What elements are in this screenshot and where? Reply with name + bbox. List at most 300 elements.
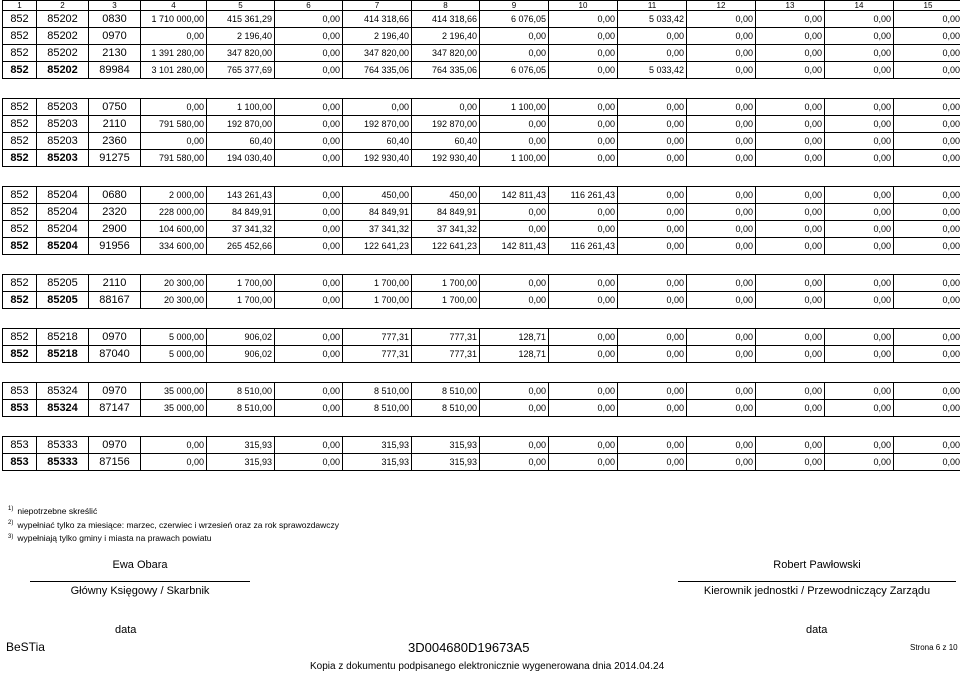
cell-value: 0,00	[825, 11, 894, 28]
date-label-left: data	[115, 624, 137, 636]
cell-dzial: 852	[3, 150, 37, 167]
footnote-mark: 1)	[8, 506, 14, 512]
cell-value: 0,00	[687, 187, 756, 204]
cell-dzial: 852	[3, 45, 37, 62]
cell-value: 315,93	[343, 454, 412, 471]
separator-cell	[3, 417, 960, 437]
cell-value: 0,00	[549, 28, 618, 45]
signer-name-left: Ewa Obara	[112, 559, 168, 571]
cell-value: 414 318,66	[412, 11, 480, 28]
cell-value: 0,00	[756, 437, 825, 454]
cell-value: 0,00	[549, 400, 618, 417]
cell-value: 0,00	[825, 238, 894, 255]
group-separator	[3, 363, 960, 383]
cell-paragraf: 0970	[89, 383, 141, 400]
cell-value: 8 510,00	[412, 383, 480, 400]
cell-value: 35 000,00	[141, 383, 207, 400]
cell-value: 791 580,00	[141, 150, 207, 167]
cell-dzial: 853	[3, 454, 37, 471]
cell-value: 194 030,40	[207, 150, 275, 167]
cell-value: 8 510,00	[343, 383, 412, 400]
cell-value: 0,00	[687, 11, 756, 28]
cell-value: 60,40	[207, 133, 275, 150]
cell-value: 37 341,32	[412, 221, 480, 238]
cell-value: 60,40	[412, 133, 480, 150]
cell-value: 0,00	[687, 204, 756, 221]
cell-value: 0,00	[275, 11, 343, 28]
cell-value: 0,00	[275, 383, 343, 400]
cell-value: 765 377,69	[207, 62, 275, 79]
cell-value: 0,00	[756, 116, 825, 133]
cell-value: 764 335,06	[412, 62, 480, 79]
cell-value: 0,00	[549, 62, 618, 79]
cell-value: 0,00	[549, 133, 618, 150]
footer-page-number: Strona 6 z 10	[910, 643, 958, 652]
cell-value: 0,00	[825, 275, 894, 292]
cell-value: 0,00	[687, 45, 756, 62]
cell-value: 5 033,42	[618, 11, 687, 28]
cell-paragraf: 0830	[89, 11, 141, 28]
table-row	[3, 99, 960, 116]
cell-value: 0,00	[894, 383, 960, 400]
cell-rozdzial: 85203	[37, 99, 89, 116]
cell-value: 1 700,00	[207, 275, 275, 292]
column-number: 9	[480, 1, 549, 11]
cell-value: 0,00	[275, 28, 343, 45]
cell-value: 0,00	[894, 116, 960, 133]
cell-value: 0,00	[549, 221, 618, 238]
cell-value: 1 391 280,00	[141, 45, 207, 62]
cell-value: 0,00	[825, 400, 894, 417]
footnote-mark: 3)	[8, 533, 14, 540]
cell-value: 2 000,00	[141, 187, 207, 204]
cell-value: 315,93	[412, 454, 480, 471]
cell-value: 0,00	[618, 150, 687, 167]
cell-dzial: 852	[3, 116, 37, 133]
cell-value: 0,00	[618, 437, 687, 454]
footnote	[8, 503, 339, 517]
signer-role-left: Główny Księgowy / Skarbnik	[30, 581, 250, 597]
cell-value: 192 930,40	[412, 150, 480, 167]
separator-cell	[3, 79, 960, 99]
cell-value: 0,00	[618, 275, 687, 292]
cell-value: 60,40	[343, 133, 412, 150]
cell-value: 1 700,00	[412, 292, 480, 309]
cell-value: 0,00	[687, 221, 756, 238]
cell-value: 192 930,40	[343, 150, 412, 167]
cell-value: 0,00	[825, 204, 894, 221]
cell-value: 0,00	[894, 437, 960, 454]
cell-value: 0,00	[480, 437, 549, 454]
cell-dzial: 852	[3, 99, 37, 116]
cell-value: 347 820,00	[412, 45, 480, 62]
cell-value: 0,00	[480, 204, 549, 221]
cell-paragraf: 87040	[89, 346, 141, 363]
column-number: 15	[894, 1, 960, 11]
cell-value: 0,00	[275, 346, 343, 363]
table-row	[3, 11, 960, 28]
table-row	[3, 275, 960, 292]
cell-value: 0,00	[618, 204, 687, 221]
cell-paragraf: 87147	[89, 400, 141, 417]
cell-dzial: 852	[3, 11, 37, 28]
cell-value: 334 600,00	[141, 238, 207, 255]
cell-value: 0,00	[756, 400, 825, 417]
cell-value: 0,00	[756, 292, 825, 309]
date-label-right: data	[806, 624, 828, 636]
cell-value: 5 000,00	[141, 346, 207, 363]
table-total-row	[3, 454, 960, 471]
cell-value: 0,00	[894, 187, 960, 204]
cell-value: 8 510,00	[207, 383, 275, 400]
cell-rozdzial: 85204	[37, 187, 89, 204]
cell-value: 0,00	[687, 437, 756, 454]
cell-value: 2 196,40	[412, 28, 480, 45]
footnote-text: wypełniają tylko gminy i miasta na prawach powiatu	[17, 533, 212, 544]
cell-value: 0,00	[687, 133, 756, 150]
cell-value: 315,93	[207, 437, 275, 454]
column-number: 11	[618, 1, 687, 11]
cell-value: 0,00	[480, 400, 549, 417]
footer-copy-note: Kopia z dokumentu podpisanego elektronicznie wygenerowana dnia 2014.04.24	[310, 661, 665, 672]
cell-value: 0,00	[549, 346, 618, 363]
cell-value: 0,00	[618, 45, 687, 62]
cell-dzial: 852	[3, 275, 37, 292]
cell-value: 0,00	[687, 28, 756, 45]
cell-value: 0,00	[275, 454, 343, 471]
cell-value: 192 870,00	[412, 116, 480, 133]
cell-dzial: 853	[3, 383, 37, 400]
cell-value: 0,00	[480, 28, 549, 45]
cell-value: 0,00	[756, 204, 825, 221]
footnote-text: niepotrzebne skreślić	[17, 505, 98, 516]
cell-paragraf: 2360	[89, 133, 141, 150]
cell-value: 6 076,05	[480, 11, 549, 28]
cell-value: 0,00	[549, 437, 618, 454]
cell-value: 3 101 280,00	[141, 62, 207, 79]
cell-rozdzial: 85202	[37, 28, 89, 45]
cell-rozdzial: 85202	[37, 62, 89, 79]
cell-value: 0,00	[141, 454, 207, 471]
cell-value: 0,00	[894, 346, 960, 363]
cell-value: 0,00	[894, 99, 960, 116]
column-number: 10	[549, 1, 618, 11]
signature-left	[30, 559, 250, 597]
cell-value: 0,00	[894, 400, 960, 417]
cell-value: 0,00	[687, 99, 756, 116]
table-row	[3, 204, 960, 221]
column-number: 13	[756, 1, 825, 11]
footnote	[8, 517, 339, 531]
cell-value: 5 033,42	[618, 62, 687, 79]
cell-paragraf: 87156	[89, 454, 141, 471]
cell-value: 0,00	[894, 11, 960, 28]
cell-rozdzial: 85203	[37, 133, 89, 150]
cell-value: 0,00	[549, 275, 618, 292]
table-total-row	[3, 62, 960, 79]
cell-value: 0,00	[549, 99, 618, 116]
column-number: 14	[825, 1, 894, 11]
cell-value: 0,00	[825, 116, 894, 133]
cell-value: 0,00	[480, 116, 549, 133]
column-number: 4	[141, 1, 207, 11]
group-separator	[3, 79, 960, 99]
cell-value: 315,93	[207, 454, 275, 471]
cell-value: 0,00	[756, 45, 825, 62]
cell-value: 0,00	[480, 454, 549, 471]
cell-value: 0,00	[618, 187, 687, 204]
cell-value: 2 196,40	[207, 28, 275, 45]
cell-rozdzial: 85333	[37, 437, 89, 454]
separator-cell	[3, 167, 960, 187]
cell-value: 8 510,00	[343, 400, 412, 417]
group-separator	[3, 167, 960, 187]
cell-value: 84 849,91	[343, 204, 412, 221]
cell-value: 20 300,00	[141, 292, 207, 309]
cell-value: 0,00	[687, 238, 756, 255]
cell-value: 315,93	[343, 437, 412, 454]
cell-value: 764 335,06	[343, 62, 412, 79]
column-number: 6	[275, 1, 343, 11]
cell-value: 0,00	[894, 238, 960, 255]
cell-value: 0,00	[687, 346, 756, 363]
cell-paragraf: 91275	[89, 150, 141, 167]
cell-value: 415 361,29	[207, 11, 275, 28]
cell-value: 265 452,66	[207, 238, 275, 255]
cell-value: 0,00	[141, 99, 207, 116]
cell-value: 0,00	[618, 454, 687, 471]
cell-value: 0,00	[618, 292, 687, 309]
cell-value: 192 870,00	[343, 116, 412, 133]
cell-rozdzial: 85218	[37, 346, 89, 363]
cell-dzial: 852	[3, 329, 37, 346]
cell-value: 0,00	[894, 275, 960, 292]
cell-value: 122 641,23	[343, 238, 412, 255]
cell-value: 0,00	[480, 221, 549, 238]
cell-value: 0,00	[825, 150, 894, 167]
cell-value: 0,00	[825, 99, 894, 116]
cell-value: 84 849,91	[412, 204, 480, 221]
group-separator	[3, 417, 960, 437]
cell-value: 0,00	[756, 133, 825, 150]
cell-value: 0,00	[894, 150, 960, 167]
cell-value: 347 820,00	[343, 45, 412, 62]
cell-value: 0,00	[275, 238, 343, 255]
report-table	[2, 0, 960, 471]
footnotes	[8, 503, 339, 544]
cell-value: 0,00	[756, 99, 825, 116]
cell-paragraf: 2130	[89, 45, 141, 62]
cell-value: 0,00	[275, 45, 343, 62]
cell-rozdzial: 85324	[37, 400, 89, 417]
cell-value: 0,00	[275, 116, 343, 133]
cell-dzial: 852	[3, 204, 37, 221]
table-row	[3, 221, 960, 238]
column-number: 2	[37, 1, 89, 11]
cell-rozdzial: 85204	[37, 238, 89, 255]
cell-value: 1 700,00	[207, 292, 275, 309]
cell-value: 0,00	[618, 400, 687, 417]
cell-paragraf: 88167	[89, 292, 141, 309]
cell-value: 1 100,00	[480, 150, 549, 167]
cell-value: 0,00	[756, 11, 825, 28]
table-row	[3, 116, 960, 133]
cell-rozdzial: 85205	[37, 275, 89, 292]
cell-value: 414 318,66	[343, 11, 412, 28]
cell-value: 0,00	[275, 187, 343, 204]
table-row	[3, 329, 960, 346]
cell-paragraf: 2900	[89, 221, 141, 238]
cell-value: 0,00	[275, 292, 343, 309]
cell-value: 0,00	[825, 28, 894, 45]
cell-value: 0,00	[275, 150, 343, 167]
cell-value: 0,00	[480, 133, 549, 150]
cell-value: 0,00	[549, 116, 618, 133]
column-number: 8	[412, 1, 480, 11]
footnote-mark: 2)	[8, 519, 14, 526]
cell-value: 0,00	[618, 383, 687, 400]
cell-value: 0,00	[549, 292, 618, 309]
column-number: 1	[3, 1, 37, 11]
cell-value: 0,00	[756, 28, 825, 45]
cell-value: 143 261,43	[207, 187, 275, 204]
cell-value: 128,71	[480, 346, 549, 363]
cell-rozdzial: 85204	[37, 221, 89, 238]
cell-rozdzial: 85333	[37, 454, 89, 471]
footnote	[8, 531, 339, 545]
cell-value: 0,00	[480, 275, 549, 292]
cell-paragraf: 2110	[89, 275, 141, 292]
cell-value: 0,00	[825, 437, 894, 454]
cell-dzial: 852	[3, 62, 37, 79]
cell-dzial: 852	[3, 221, 37, 238]
cell-paragraf: 89984	[89, 62, 141, 79]
cell-value: 0,00	[549, 329, 618, 346]
cell-dzial: 852	[3, 238, 37, 255]
cell-value: 228 000,00	[141, 204, 207, 221]
cell-paragraf: 2110	[89, 116, 141, 133]
cell-value: 1 710 000,00	[141, 11, 207, 28]
cell-value: 0,00	[825, 383, 894, 400]
cell-value: 315,93	[412, 437, 480, 454]
footnote-text: wypełniać tylko za miesiące: marzec, czerwiec i wrzesień oraz za rok sprawozdawczy	[17, 519, 340, 530]
cell-value: 37 341,32	[343, 221, 412, 238]
cell-paragraf: 0970	[89, 329, 141, 346]
cell-value: 0,00	[756, 383, 825, 400]
cell-value: 0,00	[480, 383, 549, 400]
cell-value: 0,00	[687, 454, 756, 471]
table-row	[3, 383, 960, 400]
cell-value: 0,00	[687, 400, 756, 417]
separator-cell	[3, 255, 960, 275]
cell-value: 0,00	[618, 238, 687, 255]
report-table-body	[3, 1, 960, 471]
cell-value: 1 700,00	[343, 275, 412, 292]
cell-value: 450,00	[343, 187, 412, 204]
cell-value: 104 600,00	[141, 221, 207, 238]
cell-value: 2 196,40	[343, 28, 412, 45]
cell-value: 0,00	[756, 454, 825, 471]
cell-value: 777,31	[343, 329, 412, 346]
cell-value: 0,00	[618, 99, 687, 116]
cell-value: 0,00	[687, 62, 756, 79]
cell-value: 0,00	[141, 133, 207, 150]
group-separator	[3, 309, 960, 329]
cell-value: 0,00	[756, 187, 825, 204]
table-row	[3, 45, 960, 62]
separator-cell	[3, 309, 960, 329]
cell-value: 0,00	[825, 45, 894, 62]
cell-value: 906,02	[207, 329, 275, 346]
cell-value: 777,31	[343, 346, 412, 363]
cell-rozdzial: 85203	[37, 116, 89, 133]
cell-value: 0,00	[894, 292, 960, 309]
cell-dzial: 852	[3, 28, 37, 45]
cell-value: 142 811,43	[480, 238, 549, 255]
group-separator	[3, 255, 960, 275]
table-row	[3, 187, 960, 204]
cell-value: 0,00	[687, 292, 756, 309]
cell-value: 192 870,00	[207, 116, 275, 133]
cell-value: 0,00	[275, 62, 343, 79]
cell-value: 0,00	[825, 221, 894, 238]
cell-value: 0,00	[343, 99, 412, 116]
cell-value: 0,00	[618, 329, 687, 346]
cell-value: 20 300,00	[141, 275, 207, 292]
cell-value: 0,00	[275, 221, 343, 238]
cell-value: 0,00	[825, 329, 894, 346]
cell-dzial: 853	[3, 400, 37, 417]
cell-value: 0,00	[618, 346, 687, 363]
cell-value: 0,00	[549, 204, 618, 221]
cell-value: 0,00	[687, 383, 756, 400]
cell-value: 0,00	[480, 45, 549, 62]
cell-value: 116 261,43	[549, 238, 618, 255]
signer-name-right: Robert Pawłowski	[773, 559, 861, 571]
cell-value: 0,00	[894, 28, 960, 45]
cell-value: 0,00	[894, 133, 960, 150]
cell-value: 6 076,05	[480, 62, 549, 79]
cell-value: 84 849,91	[207, 204, 275, 221]
cell-value: 128,71	[480, 329, 549, 346]
cell-dzial: 852	[3, 133, 37, 150]
cell-dzial: 853	[3, 437, 37, 454]
cell-value: 122 641,23	[412, 238, 480, 255]
cell-value: 0,00	[275, 133, 343, 150]
cell-value: 0,00	[549, 11, 618, 28]
table-total-row	[3, 238, 960, 255]
cell-value: 777,31	[412, 329, 480, 346]
cell-value: 0,00	[275, 204, 343, 221]
cell-value: 1 100,00	[480, 99, 549, 116]
cell-value: 0,00	[756, 238, 825, 255]
cell-value: 1 700,00	[412, 275, 480, 292]
cell-paragraf: 0680	[89, 187, 141, 204]
cell-value: 0,00	[894, 329, 960, 346]
cell-rozdzial: 85218	[37, 329, 89, 346]
cell-value: 791 580,00	[141, 116, 207, 133]
column-number: 5	[207, 1, 275, 11]
cell-value: 5 000,00	[141, 329, 207, 346]
cell-value: 0,00	[618, 116, 687, 133]
cell-rozdzial: 85202	[37, 11, 89, 28]
cell-value: 0,00	[618, 221, 687, 238]
cell-value: 1 100,00	[207, 99, 275, 116]
cell-value: 116 261,43	[549, 187, 618, 204]
cell-value: 0,00	[756, 62, 825, 79]
cell-value: 0,00	[275, 400, 343, 417]
column-number: 7	[343, 1, 412, 11]
